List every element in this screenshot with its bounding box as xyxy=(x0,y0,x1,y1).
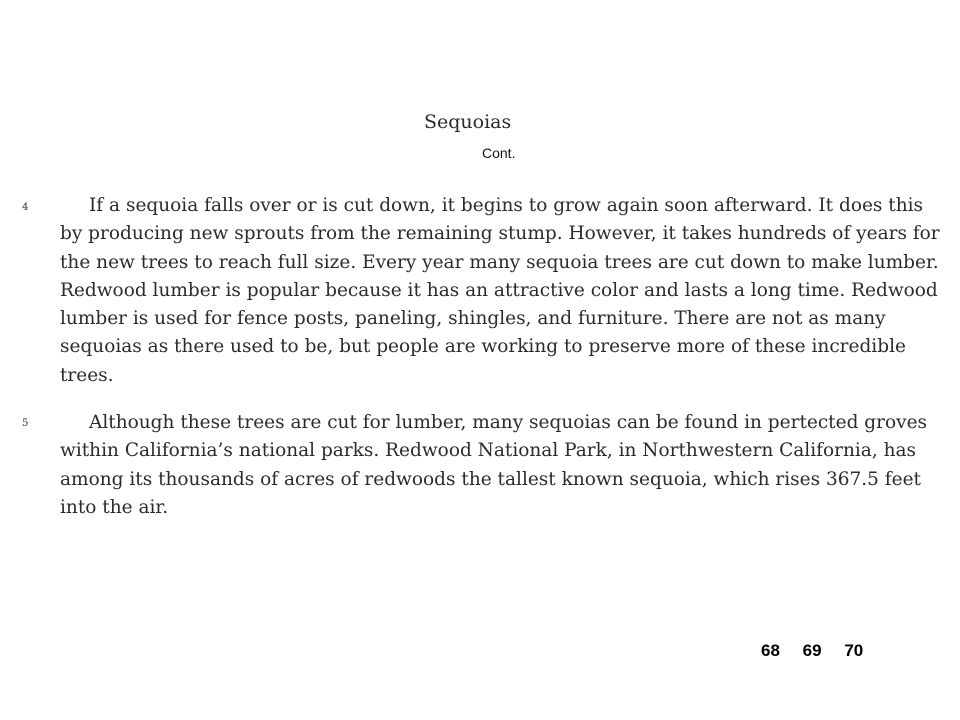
paragraph-number: 4 xyxy=(22,202,29,213)
continued-label: Cont. xyxy=(482,145,516,161)
paragraph-text: If a sequoia falls over or is cut down, it begins to grow again soon afterward. It does this by producing new sprouts from the remaining stump. However, it takes hundreds of years for the new trees to reach full size. Every year many sequoia trees are cut down to make lumber. Redwood lumber is popular because it has an attractive color and lasts a long time. Redwood lumber is used for fence posts, paneling, shingles, and furniture. There are not as many sequoias as there used to be, but people are working to preserve more of these incredible trees. xyxy=(60,195,940,386)
page-navigation xyxy=(761,641,863,661)
page-link-68[interactable]: 68 xyxy=(761,641,780,660)
page-title: Sequoias xyxy=(424,111,512,133)
paragraph-number: 5 xyxy=(22,418,29,429)
paragraph-text: Although these trees are cut for lumber, many sequoias can be found in pertected groves within California’s national parks. Redwood National Park, in Northwestern California, has among its thousands of acres of redwoods the tallest known sequoia, which rises 367.5 feet into the air. xyxy=(60,412,928,518)
page-link-70[interactable]: 70 xyxy=(844,641,864,660)
page-link-69[interactable]: 69 xyxy=(802,641,822,660)
